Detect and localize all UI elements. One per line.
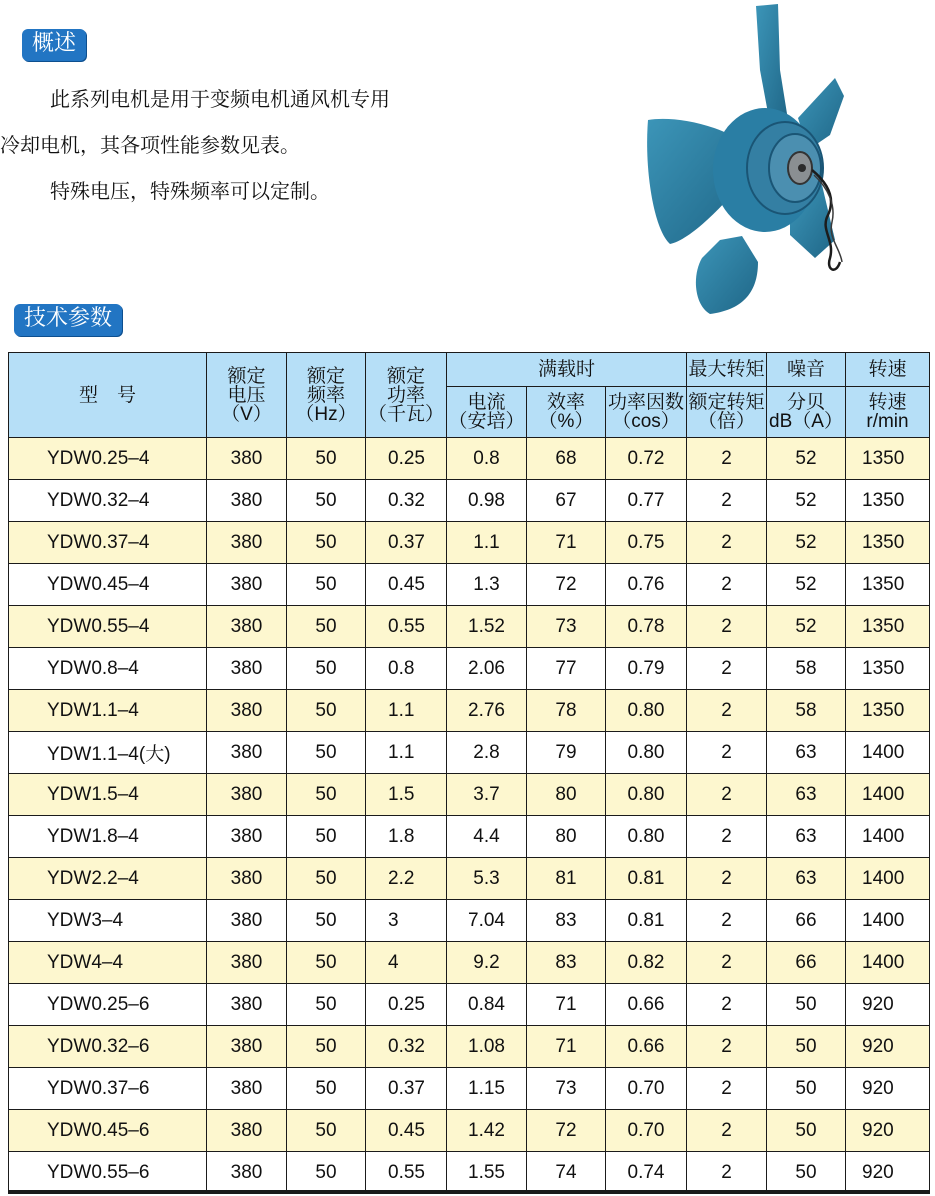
cell-frequency: 50 xyxy=(287,984,366,1026)
cell-efficiency: 79 xyxy=(527,732,606,774)
table-row xyxy=(9,942,930,984)
header-noise: 噪音 xyxy=(767,353,846,387)
table-row xyxy=(9,1068,930,1110)
cell-efficiency: 73 xyxy=(527,606,606,648)
cell-model: YDW0.8–4 xyxy=(9,648,207,690)
cell-voltage: 380 xyxy=(207,942,287,984)
cell-current: 7.04 xyxy=(447,900,527,942)
header-model: 型 号 xyxy=(9,353,207,438)
cell-speed: 920 xyxy=(846,1152,930,1194)
spec-table-body xyxy=(9,438,930,1194)
cell-voltage: 380 xyxy=(207,648,287,690)
header-speed-unit-line: r/min xyxy=(866,411,909,432)
cell-model: YDW0.25–4 xyxy=(9,438,207,480)
cell-frequency: 50 xyxy=(287,606,366,648)
cell-noise: 66 xyxy=(767,900,846,942)
header-noise-unit xyxy=(767,387,846,438)
cell-power-factor: 0.78 xyxy=(606,606,687,648)
header-voltage xyxy=(207,353,287,438)
cell-voltage: 380 xyxy=(207,900,287,942)
cell-voltage: 380 xyxy=(207,606,287,648)
cell-efficiency: 81 xyxy=(527,858,606,900)
cell-speed: 920 xyxy=(846,1026,930,1068)
cell-model: YDW3–4 xyxy=(9,900,207,942)
cell-torque-ratio: 2 xyxy=(687,1152,767,1194)
header-frequency-line: 额定 xyxy=(306,365,345,387)
cell-power: 0.25 xyxy=(366,984,447,1026)
cell-efficiency: 72 xyxy=(527,1110,606,1152)
header-current-line: 电流 xyxy=(467,392,506,413)
cell-voltage: 380 xyxy=(207,858,287,900)
cell-frequency: 50 xyxy=(287,522,366,564)
cell-speed: 1350 xyxy=(846,690,930,732)
cell-power: 2.2 xyxy=(366,858,447,900)
cell-efficiency: 78 xyxy=(527,690,606,732)
cell-current: 0.98 xyxy=(447,480,527,522)
cell-power: 1.1 xyxy=(366,732,447,774)
cell-voltage: 380 xyxy=(207,984,287,1026)
cell-torque-ratio: 2 xyxy=(687,774,767,816)
header-power-factor-line: 功率因数 xyxy=(607,392,684,413)
cell-power-factor: 0.80 xyxy=(606,816,687,858)
cell-current: 2.06 xyxy=(447,648,527,690)
cell-power-factor: 0.66 xyxy=(606,1026,687,1068)
cell-power-factor: 0.80 xyxy=(606,690,687,732)
cell-speed: 1350 xyxy=(846,606,930,648)
intro-line-2: 冷却电机，其各项性能参数见表。 xyxy=(0,133,300,157)
cell-speed: 1350 xyxy=(846,480,930,522)
table-row xyxy=(9,690,930,732)
cell-model: YDW1.1–4 xyxy=(9,690,207,732)
cell-frequency: 50 xyxy=(287,564,366,606)
cell-efficiency: 71 xyxy=(527,1026,606,1068)
cell-noise: 52 xyxy=(767,438,846,480)
cell-torque-ratio: 2 xyxy=(687,438,767,480)
header-torque-ratio-line: 额定转矩 xyxy=(688,392,765,413)
cell-efficiency: 80 xyxy=(527,816,606,858)
cell-voltage: 380 xyxy=(207,732,287,774)
cell-model: YDW0.32–4 xyxy=(9,480,207,522)
cell-noise: 50 xyxy=(767,1110,846,1152)
header-voltage-line: （V） xyxy=(221,403,272,425)
cell-noise: 66 xyxy=(767,942,846,984)
cell-torque-ratio: 2 xyxy=(687,1026,767,1068)
cell-current: 1.15 xyxy=(447,1068,527,1110)
overview-heading: 概述 xyxy=(22,29,86,61)
cell-current: 1.1 xyxy=(447,522,527,564)
table-row xyxy=(9,564,930,606)
cell-power-factor: 0.77 xyxy=(606,480,687,522)
cell-current: 2.8 xyxy=(447,732,527,774)
header-max-torque: 最大转矩 xyxy=(687,353,767,387)
header-efficiency-line: 效率 xyxy=(546,392,585,413)
cell-current: 1.55 xyxy=(447,1152,527,1194)
cell-model: YDW4–4 xyxy=(9,942,207,984)
cell-power-factor: 0.74 xyxy=(606,1152,687,1194)
header-power-line: （千瓦） xyxy=(367,403,444,425)
cell-frequency: 50 xyxy=(287,858,366,900)
cell-model: YDW1.8–4 xyxy=(9,816,207,858)
cell-noise: 52 xyxy=(767,606,846,648)
table-row xyxy=(9,816,930,858)
cell-power: 0.45 xyxy=(366,1110,447,1152)
cell-torque-ratio: 2 xyxy=(687,900,767,942)
cell-power: 1.1 xyxy=(366,690,447,732)
cell-frequency: 50 xyxy=(287,438,366,480)
params-heading: 技术参数 xyxy=(14,304,122,336)
cell-voltage: 380 xyxy=(207,1026,287,1068)
cell-power: 0.32 xyxy=(366,480,447,522)
cell-frequency: 50 xyxy=(287,690,366,732)
table-row xyxy=(9,858,930,900)
cell-noise: 58 xyxy=(767,648,846,690)
cell-speed: 1400 xyxy=(846,816,930,858)
cell-power-factor: 0.66 xyxy=(606,984,687,1026)
cell-noise: 50 xyxy=(767,1068,846,1110)
cell-power-factor: 0.81 xyxy=(606,900,687,942)
cell-torque-ratio: 2 xyxy=(687,858,767,900)
header-torque-ratio xyxy=(687,387,767,438)
cell-current: 1.3 xyxy=(447,564,527,606)
cell-power: 3 xyxy=(366,900,447,942)
cell-speed: 1350 xyxy=(846,648,930,690)
cell-power-factor: 0.72 xyxy=(606,438,687,480)
cell-model: YDW0.37–4 xyxy=(9,522,207,564)
cell-voltage: 380 xyxy=(207,564,287,606)
cell-model: YDW0.45–6 xyxy=(9,1110,207,1152)
cell-power-factor: 0.80 xyxy=(606,732,687,774)
header-power-factor-line: （cos） xyxy=(612,411,680,432)
cell-noise: 50 xyxy=(767,984,846,1026)
cell-current: 4.4 xyxy=(447,816,527,858)
cell-efficiency: 68 xyxy=(527,438,606,480)
cell-voltage: 380 xyxy=(207,690,287,732)
cell-frequency: 50 xyxy=(287,1110,366,1152)
intro-line-3: 特殊电压，特殊频率可以定制。 xyxy=(50,179,330,203)
header-power-line: 功率 xyxy=(386,384,425,406)
cell-power: 1.5 xyxy=(366,774,447,816)
cell-current: 9.2 xyxy=(447,942,527,984)
cell-frequency: 50 xyxy=(287,1026,366,1068)
cell-power: 0.8 xyxy=(366,648,447,690)
cell-noise: 63 xyxy=(767,858,846,900)
cell-frequency: 50 xyxy=(287,480,366,522)
cell-voltage: 380 xyxy=(207,1068,287,1110)
spec-table xyxy=(8,352,930,1194)
cell-noise: 63 xyxy=(767,774,846,816)
table-row xyxy=(9,648,930,690)
cell-current: 5.3 xyxy=(447,858,527,900)
cell-noise: 52 xyxy=(767,480,846,522)
header-frequency-line: 频率 xyxy=(306,384,345,406)
cell-current: 2.76 xyxy=(447,690,527,732)
cell-power: 0.55 xyxy=(366,1152,447,1194)
cell-torque-ratio: 2 xyxy=(687,564,767,606)
cell-noise: 63 xyxy=(767,816,846,858)
header-full-load: 满载时 xyxy=(447,353,687,387)
cell-voltage: 380 xyxy=(207,1152,287,1194)
cell-power-factor: 0.70 xyxy=(606,1110,687,1152)
header-speed-unit-line: 转速 xyxy=(868,392,907,413)
cell-efficiency: 73 xyxy=(527,1068,606,1110)
cell-voltage: 380 xyxy=(207,816,287,858)
cell-model: YDW1.1–4(大) xyxy=(9,732,207,774)
table-row xyxy=(9,1110,930,1152)
table-row xyxy=(9,438,930,480)
cell-speed: 1400 xyxy=(846,942,930,984)
cell-frequency: 50 xyxy=(287,1068,366,1110)
cell-speed: 920 xyxy=(846,1110,930,1152)
cell-noise: 58 xyxy=(767,690,846,732)
intro-line-1: 此系列电机是用于变频电机通风机专用 xyxy=(50,87,390,111)
cell-voltage: 380 xyxy=(207,480,287,522)
table-row xyxy=(9,774,930,816)
cell-torque-ratio: 2 xyxy=(687,480,767,522)
cell-efficiency: 80 xyxy=(527,774,606,816)
cell-speed: 1350 xyxy=(846,564,930,606)
cell-frequency: 50 xyxy=(287,732,366,774)
cell-efficiency: 77 xyxy=(527,648,606,690)
header-efficiency-line: （%） xyxy=(538,411,594,432)
header-power-line: 额定 xyxy=(386,365,425,387)
cell-frequency: 50 xyxy=(287,648,366,690)
cell-model: YDW0.37–6 xyxy=(9,1068,207,1110)
header-efficiency xyxy=(527,387,606,438)
cell-model: YDW0.25–6 xyxy=(9,984,207,1026)
cell-model: YDW0.55–4 xyxy=(9,606,207,648)
fan-motor-photo xyxy=(630,0,860,320)
cell-speed: 920 xyxy=(846,984,930,1026)
cell-power-factor: 0.79 xyxy=(606,648,687,690)
cell-power: 1.8 xyxy=(366,816,447,858)
cell-power: 0.37 xyxy=(366,522,447,564)
cell-power-factor: 0.80 xyxy=(606,774,687,816)
header-power xyxy=(366,353,447,438)
cell-efficiency: 72 xyxy=(527,564,606,606)
cell-torque-ratio: 2 xyxy=(687,1068,767,1110)
cell-current: 1.08 xyxy=(447,1026,527,1068)
cell-power: 0.32 xyxy=(366,1026,447,1068)
header-frequency xyxy=(287,353,366,438)
cell-noise: 50 xyxy=(767,1026,846,1068)
cell-speed: 920 xyxy=(846,1068,930,1110)
cell-frequency: 50 xyxy=(287,1152,366,1194)
table-row xyxy=(9,900,930,942)
cell-power: 0.37 xyxy=(366,1068,447,1110)
header-noise-unit-line: 分贝 xyxy=(786,392,825,413)
cell-model: YDW0.55–6 xyxy=(9,1152,207,1194)
table-row xyxy=(9,984,930,1026)
cell-power-factor: 0.82 xyxy=(606,942,687,984)
header-voltage-line: 额定 xyxy=(227,365,266,387)
cell-power-factor: 0.81 xyxy=(606,858,687,900)
cell-speed: 1400 xyxy=(846,774,930,816)
header-power-factor xyxy=(606,387,687,438)
header-speed-unit xyxy=(846,387,930,438)
table-row xyxy=(9,606,930,648)
cell-voltage: 380 xyxy=(207,1110,287,1152)
header-frequency-line: （Hz） xyxy=(295,403,357,425)
table-row xyxy=(9,522,930,564)
cell-power-factor: 0.75 xyxy=(606,522,687,564)
cell-model: YDW2.2–4 xyxy=(9,858,207,900)
cell-voltage: 380 xyxy=(207,438,287,480)
cell-noise: 52 xyxy=(767,564,846,606)
cell-power-factor: 0.70 xyxy=(606,1068,687,1110)
cell-torque-ratio: 2 xyxy=(687,732,767,774)
cell-voltage: 380 xyxy=(207,774,287,816)
cell-torque-ratio: 2 xyxy=(687,690,767,732)
cell-power: 0.55 xyxy=(366,606,447,648)
cell-power: 4 xyxy=(366,942,447,984)
cell-power: 0.25 xyxy=(366,438,447,480)
cell-speed: 1400 xyxy=(846,732,930,774)
cell-speed: 1400 xyxy=(846,858,930,900)
cell-frequency: 50 xyxy=(287,942,366,984)
header-torque-ratio-line: （倍） xyxy=(697,411,755,432)
table-row xyxy=(9,480,930,522)
cell-power-factor: 0.76 xyxy=(606,564,687,606)
cell-efficiency: 74 xyxy=(527,1152,606,1194)
cell-torque-ratio: 2 xyxy=(687,522,767,564)
cell-noise: 63 xyxy=(767,732,846,774)
cell-frequency: 50 xyxy=(287,774,366,816)
cell-torque-ratio: 2 xyxy=(687,942,767,984)
cell-efficiency: 71 xyxy=(527,522,606,564)
cell-current: 0.84 xyxy=(447,984,527,1026)
table-row xyxy=(9,732,930,774)
cell-efficiency: 67 xyxy=(527,480,606,522)
header-speed: 转速 xyxy=(846,353,930,387)
cell-efficiency: 83 xyxy=(527,900,606,942)
cell-torque-ratio: 2 xyxy=(687,606,767,648)
cell-torque-ratio: 2 xyxy=(687,1110,767,1152)
cell-efficiency: 83 xyxy=(527,942,606,984)
cell-noise: 52 xyxy=(767,522,846,564)
cell-current: 1.42 xyxy=(447,1110,527,1152)
cell-frequency: 50 xyxy=(287,816,366,858)
cell-model: YDW1.5–4 xyxy=(9,774,207,816)
cell-speed: 1400 xyxy=(846,900,930,942)
cell-power: 0.45 xyxy=(366,564,447,606)
cell-model: YDW0.32–6 xyxy=(9,1026,207,1068)
header-current-line: （安培） xyxy=(448,411,525,432)
overview-text xyxy=(0,76,480,214)
cell-frequency: 50 xyxy=(287,900,366,942)
bottom-rule xyxy=(8,1190,929,1194)
cell-voltage: 380 xyxy=(207,522,287,564)
cell-torque-ratio: 2 xyxy=(687,984,767,1026)
cell-noise: 50 xyxy=(767,1152,846,1194)
cell-current: 3.7 xyxy=(447,774,527,816)
header-voltage-line: 电压 xyxy=(227,384,266,406)
cell-speed: 1350 xyxy=(846,438,930,480)
table-row xyxy=(9,1152,930,1194)
cell-speed: 1350 xyxy=(846,522,930,564)
cell-torque-ratio: 2 xyxy=(687,648,767,690)
header-current xyxy=(447,387,527,438)
table-row xyxy=(9,1026,930,1068)
cell-current: 1.52 xyxy=(447,606,527,648)
cell-current: 0.8 xyxy=(447,438,527,480)
header-noise-unit-line: dB（A） xyxy=(769,411,843,432)
cell-model: YDW0.45–4 xyxy=(9,564,207,606)
cell-torque-ratio: 2 xyxy=(687,816,767,858)
cell-efficiency: 71 xyxy=(527,984,606,1026)
